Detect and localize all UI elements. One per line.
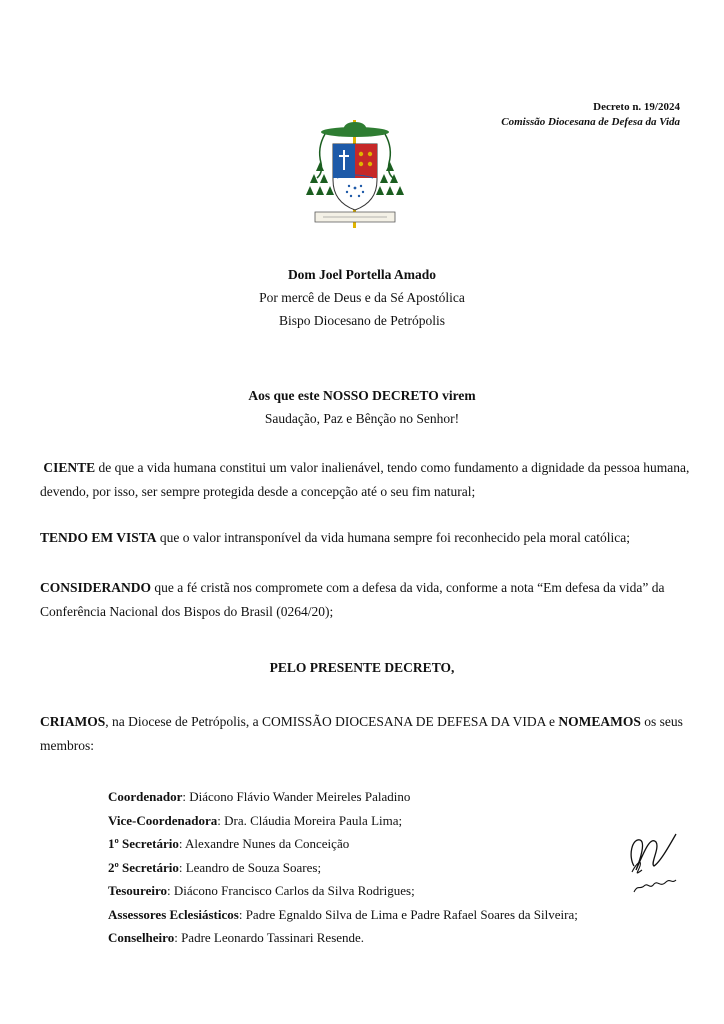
creation-paragraph: [40, 710, 700, 758]
consideration-keyword: CONSIDERANDO: [40, 580, 152, 595]
consideration-text: que a fé cristã nos compromete com a defesa da vida, conforme a nota “Em defesa da vida” da Conferência Nacional dos Bispos do Brasil (0264/20);: [40, 580, 665, 619]
list-item: [108, 926, 668, 950]
consideration-keyword: CIENTE: [43, 460, 96, 475]
member-name: : Padre Leonardo Tassinari Resende.: [174, 930, 365, 945]
member-name: : Leandro de Souza Soares;: [178, 859, 322, 875]
issuer-line-2: Por mercê de Deus e da Sé Apostólica: [259, 290, 465, 305]
salutation-lead: Aos que este: [248, 388, 324, 403]
consideration-paragraph: [40, 456, 690, 504]
creation-keyword-2: NOMEAMOS: [558, 714, 641, 729]
consideration-text: que o valor intransponível da vida humana sempre foi reconhecido pela moral católica;: [156, 530, 630, 545]
consideration-text: de que a vida humana constitui um valor inalienável, tendo como fundamento a dignidade da pessoa humana, devendo, por isso, ser sempre protegida desde a concepção até o seu fim natural;: [40, 460, 690, 499]
creation-keyword-1: CRIAMOS: [40, 714, 106, 729]
salutation-block: [0, 384, 724, 430]
members-list: [108, 785, 668, 950]
consideration-paragraph: [40, 526, 690, 550]
member-name: : Diácono Francisco Carlos da Silva Rodrigues;: [167, 883, 415, 898]
decree-reference: [501, 100, 680, 130]
consideration-keyword: TENDO EM VISTA: [40, 530, 157, 545]
salutation-heading: [0, 384, 724, 407]
decree-number: Decreto n. 19/2024: [593, 101, 680, 113]
member-role: Coordenador: [108, 789, 183, 804]
list-item: [108, 903, 668, 927]
member-name: : Diácono Flávio Wander Meireles Paladino: [182, 789, 411, 804]
creation-text-2: os seus membros:: [40, 714, 683, 753]
consideration-paragraph: [40, 576, 690, 624]
commission-name: Comissão Diocesana de Defesa da Vida: [501, 116, 680, 128]
signature-icon: [620, 826, 692, 906]
member-name: : Padre Egnaldo Silva de Lima e Padre Rafael Soares da Silveira;: [238, 906, 578, 922]
list-item: [108, 832, 668, 856]
list-item: [108, 785, 668, 809]
bishop-name: Dom Joel Portella Amado: [287, 267, 437, 282]
member-role: Assessores Eclesiásticos: [108, 906, 239, 922]
list-item: [108, 856, 668, 880]
member-role: Vice-Coordenadora: [108, 812, 218, 828]
member-name: : Alexandre Nunes da Conceição: [178, 836, 350, 851]
issuer-line-3: Bispo Diocesano de Petrópolis: [278, 313, 446, 328]
list-item: [108, 879, 668, 903]
coat-of-arms-icon: [303, 118, 407, 233]
issuer-block: [0, 263, 724, 332]
greeting: Saudação, Paz e Bênção no Senhor!: [264, 411, 460, 426]
member-role: 1º Secretário: [108, 836, 179, 851]
decree-heading: PELO PRESENTE DECRETO,: [269, 660, 455, 675]
member-role: Conselheiro: [108, 930, 175, 945]
member-name: : Dra. Cláudia Moreira Paula Lima;: [217, 812, 403, 828]
member-role: 2º Secretário: [108, 859, 179, 875]
member-role: Tesoureiro: [108, 883, 167, 898]
list-item: [108, 809, 668, 833]
salutation-tail: virem: [438, 388, 476, 403]
salutation-decree: NOSSO DECRETO: [323, 388, 439, 403]
creation-text-1: , na Diocese de Petrópolis, a COMISSÃO DIOCESANA DE DEFESA DA VIDA e: [105, 714, 559, 729]
